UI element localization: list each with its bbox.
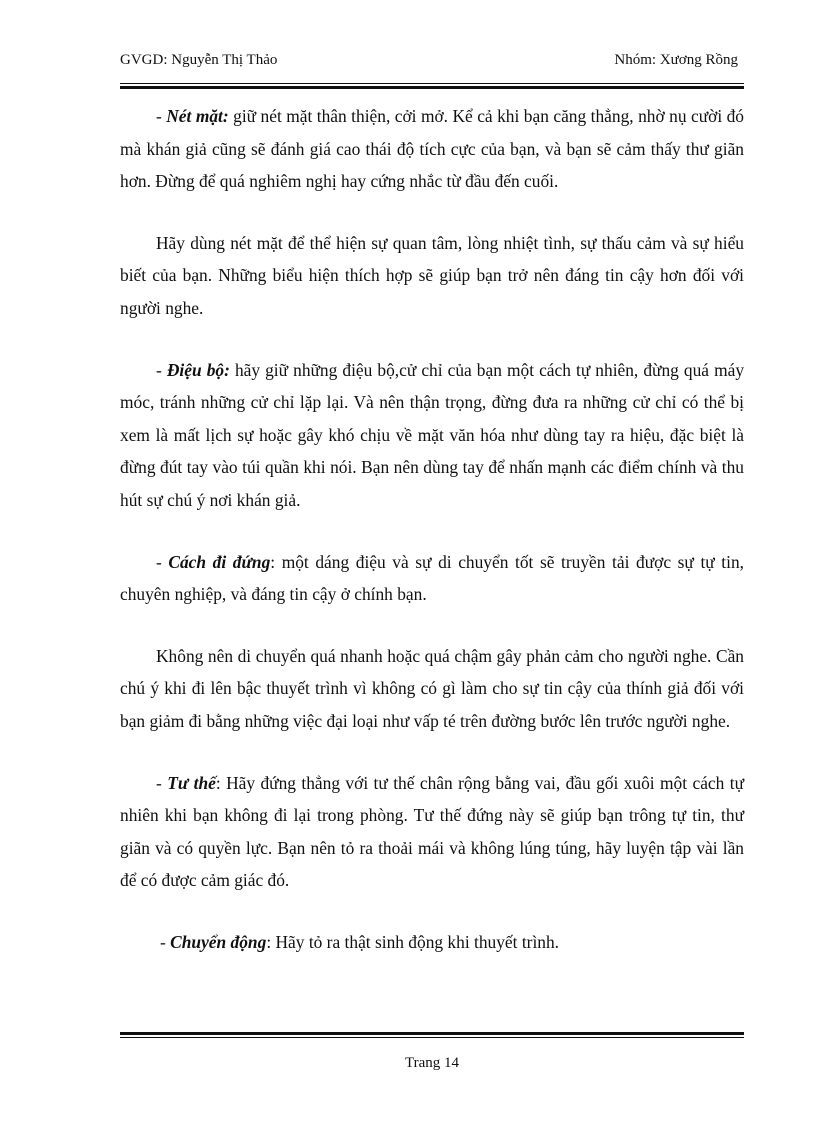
header-rule-thin	[120, 83, 744, 84]
lead-movement-manner: Cách đi đứng	[168, 551, 271, 572]
header-rule-thick	[120, 86, 744, 89]
paragraph-gestures: - Điệu bộ: hãy giữ những điệu bộ,cử chỉ của bạn một cách tự nhiên, đừng quá máy móc, tránh những cử chỉ lặp lại. Và nên thận trọng, đừng đưa ra những cử chỉ có thể bị xem là mất lịch sự hoặc gây khó chịu về mặt văn hóa như dùng tay ra hiệu, đặc biệt là đừng đút tay vào túi quần khi nói. Bạn nên dùng tay để nhấn mạnh các điểm chính và thu hút sự chú ý nơi khán giả.	[120, 359, 745, 510]
paragraph-movement-speed: Không nên di chuyển quá nhanh hoặc quá chậm gây phản cảm cho người nghe. Cần chú ý khi đi lên bậc thuyết trình vì không có gì làm cho sự tin cậy của thính giả đối với bạn giảm đi bằng những việc đại loại như vấp té trên đường bước lên trước người nghe.	[120, 645, 744, 731]
footer-rule-thick	[120, 1032, 744, 1035]
footer-rule-thin	[120, 1037, 744, 1038]
paragraph-posture: - Tư thế: Hãy đứng thẳng với tư thế chân rộng bằng vai, đầu gối xuôi một cách tự nhiên khi bạn không đi lại trong phòng. Tư thế đứng này sẽ giúp bạn trông tự tin, thư giãn và có quyền lực. Bạn nên tỏ ra thoải mái và không lúng túng, hãy luyện tập vài lần để có được cảm giác đó.	[120, 772, 744, 891]
paragraph-motion: - Chuyển động: Hãy tỏ ra thật sinh động khi thuyết trình.	[160, 931, 560, 952]
paragraph-facial-expression-2: Hãy dùng nét mặt để thể hiện sự quan tâm, lòng nhiệt tình, sự thấu cảm và sự hiểu biết của bạn. Những biểu hiện thích hợp sẽ giúp bạn trở nên đáng tin cậy hơn đối với người nghe.	[120, 232, 744, 318]
lead-facial-expression: Nét mặt:	[166, 106, 229, 126]
paragraph-movement-manner: - Cách đi đứng: một dáng điệu và sự di chuyển tốt sẽ truyền tải được sự tự tin, chuyên nghiệp, và đáng tin cậy ở chính bạn.	[120, 551, 745, 605]
lead-motion: Chuyển động	[170, 931, 267, 952]
lead-gestures: Điệu bộ:	[166, 359, 230, 380]
paragraph-facial-expression: - Nét mặt: giữ nét mặt thân thiện, cởi mở. Kể cả khi bạn căng thẳng, nhờ nụ cười đó mà khán giả cũng sẽ đánh giá cao thái độ tích cực của bạn, và bạn sẽ cảm thấy thư giãn hơn. Đừng để quá nghiêm nghị hay cứng nhắc từ đầu đến cuối.	[120, 106, 744, 192]
lead-posture: Tư thế	[167, 772, 216, 793]
header-group: Nhóm: Xương Rồng	[614, 52, 738, 68]
header-instructor: GVGD: Nguyễn Thị Thảo	[120, 52, 278, 68]
page-number: Trang 14	[404, 1055, 460, 1071]
page-header	[120, 52, 744, 74]
body-content	[120, 100, 744, 958]
